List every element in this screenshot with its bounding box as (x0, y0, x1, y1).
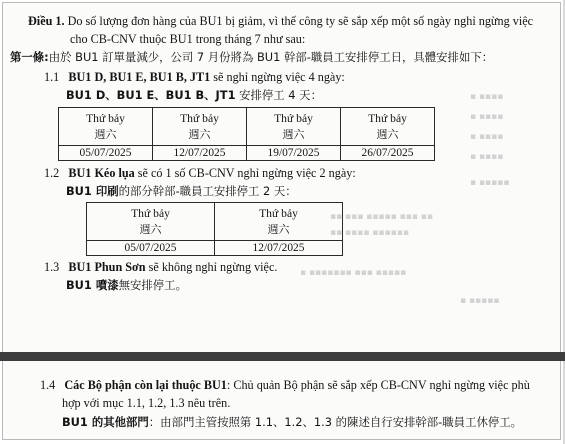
item-1-3-cn (66, 278, 187, 292)
article-vi-line-2: cho CB-CNV thuộc BU1 trong tháng 7 như sau: (70, 32, 306, 46)
table-cell: Thứ bảy 週六 (153, 108, 247, 146)
item-1-1-cn-text: 安排停工 4 天： (235, 88, 322, 102)
bleed-through-mark: ▪ ▪▪▪▪▪▪▪ ▪▪▪ ▪▪▪▪▪ (300, 268, 407, 278)
table-cell: Thứ bảy 週六 (87, 203, 215, 241)
date-cell: 05/07/2025 (87, 241, 215, 256)
item-1-2-vi-text: sẽ có 1 số CB-CNV nghỉ ngừng việc 2 ngày: (134, 166, 356, 180)
item-number: 1.2 (44, 166, 60, 180)
table-cell: Thứ bảy 週六 (247, 108, 341, 146)
item-number: 1.4 (40, 378, 56, 392)
item-1-2-cn-bold: BU1 印刷 (66, 184, 119, 198)
item-1-3-vi-bold: BU1 Phun Sơn (68, 260, 146, 274)
item-1-2-vi (44, 166, 356, 180)
item-1-4-cn-bold: BU1 的其他部門 (62, 415, 149, 429)
table-cell: Thứ bảy 週六 (341, 108, 435, 146)
item-1-4-vi-line-1 (40, 378, 530, 392)
bleed-through-mark: ▪ ▪▪▪▪ (470, 132, 504, 142)
date-cell: 12/07/2025 (215, 241, 343, 256)
item-1-2-vi-bold: BU1 Kéo lụa (68, 166, 135, 180)
item-1-1-vi-bold: BU1 D, BU1 E, BU1 B, JT1 (68, 70, 211, 84)
table-row (87, 203, 343, 241)
schedule-table-1-1 (58, 107, 435, 161)
table-cell: Thứ bảy 週六 (59, 108, 153, 146)
item-1-3-cn-text: 無安排停工。 (118, 278, 187, 292)
bleed-through-mark: ▪ ▪▪▪▪ (470, 152, 504, 162)
item-1-4-cn (62, 415, 522, 429)
page-break-divider (0, 352, 565, 361)
article-cn-text: 由於 BU1 訂單量減少，公司 7 月份將為 BU1 幹部-職員工安排停工日，具體安排如下： (48, 50, 494, 64)
article-cn-line (10, 50, 493, 64)
item-1-2-cn-text: 的部分幹部-職員工安排停工 2 天： (118, 184, 297, 198)
item-1-3-cn-bold: BU1 噴漆 (66, 278, 119, 292)
date-cell: 05/07/2025 (59, 146, 153, 161)
table-row (59, 146, 435, 161)
item-1-1-cn-bold: BU1 D、BU1 E、BU1 B、JT1 (66, 88, 236, 102)
item-number: 1.1 (44, 70, 60, 84)
item-1-4-cn-text: ：由部門主管按照第 1.1、1.2、1.3 的陳述自行安排幹部-職員工休停工。 (148, 415, 523, 429)
item-1-3-vi (44, 260, 277, 274)
item-1-1-vi-text: sẽ nghỉ ngừng việc 4 ngày: (210, 70, 345, 84)
schedule-table-1-2 (86, 202, 343, 256)
item-number: 1.3 (44, 260, 60, 274)
bleed-through-mark: ▪ ▪▪▪▪▪ (460, 296, 500, 306)
bleed-through-mark: ▪ ▪▪▪▪ (470, 92, 504, 102)
article-label: Điều 1. (28, 14, 65, 28)
article-vi-line-1 (28, 14, 533, 28)
article-cn-label: 第一條: (10, 50, 49, 64)
table-row (87, 241, 343, 256)
item-1-1-cn (66, 88, 322, 102)
date-cell: 19/07/2025 (247, 146, 341, 161)
item-1-4-vi-line-2: hợp với mục 1.1, 1.2, 1.3 nêu trên. (62, 396, 231, 410)
item-1-3-vi-text: sẽ không nghỉ ngừng việc. (145, 260, 278, 274)
bleed-through-mark: ▪▪ ▪▪▪ ▪▪▪▪▪ ▪▪▪ ▪▪ (330, 212, 433, 222)
item-1-4-vi-bold: Các Bộ phận còn lại thuộc BU1 (64, 378, 227, 392)
bleed-through-mark: ▪ ▪▪▪▪▪ (470, 178, 510, 188)
item-1-2-cn (66, 184, 297, 198)
item-1-4-vi-text: : Chủ quản Bộ phận sẽ sắp xếp CB-CNV nghỉ ngừng việc phù (226, 378, 530, 392)
bleed-through-mark: ▪▪ ▪▪▪▪ ▪▪▪▪▪▪ (330, 228, 409, 238)
article-vi-text: Do số lượng đơn hàng của BU1 bị giảm, vì thế công ty sẽ sắp xếp một số ngày nghỉ ngừng việc (67, 14, 534, 28)
item-1-1-vi (44, 70, 345, 84)
table-row (59, 108, 435, 146)
date-cell: 26/07/2025 (341, 146, 435, 161)
table-cell: Thứ bảy 週六 (215, 203, 343, 241)
date-cell: 12/07/2025 (153, 146, 247, 161)
bleed-through-mark: ▪ ▪▪▪▪ (470, 112, 504, 122)
